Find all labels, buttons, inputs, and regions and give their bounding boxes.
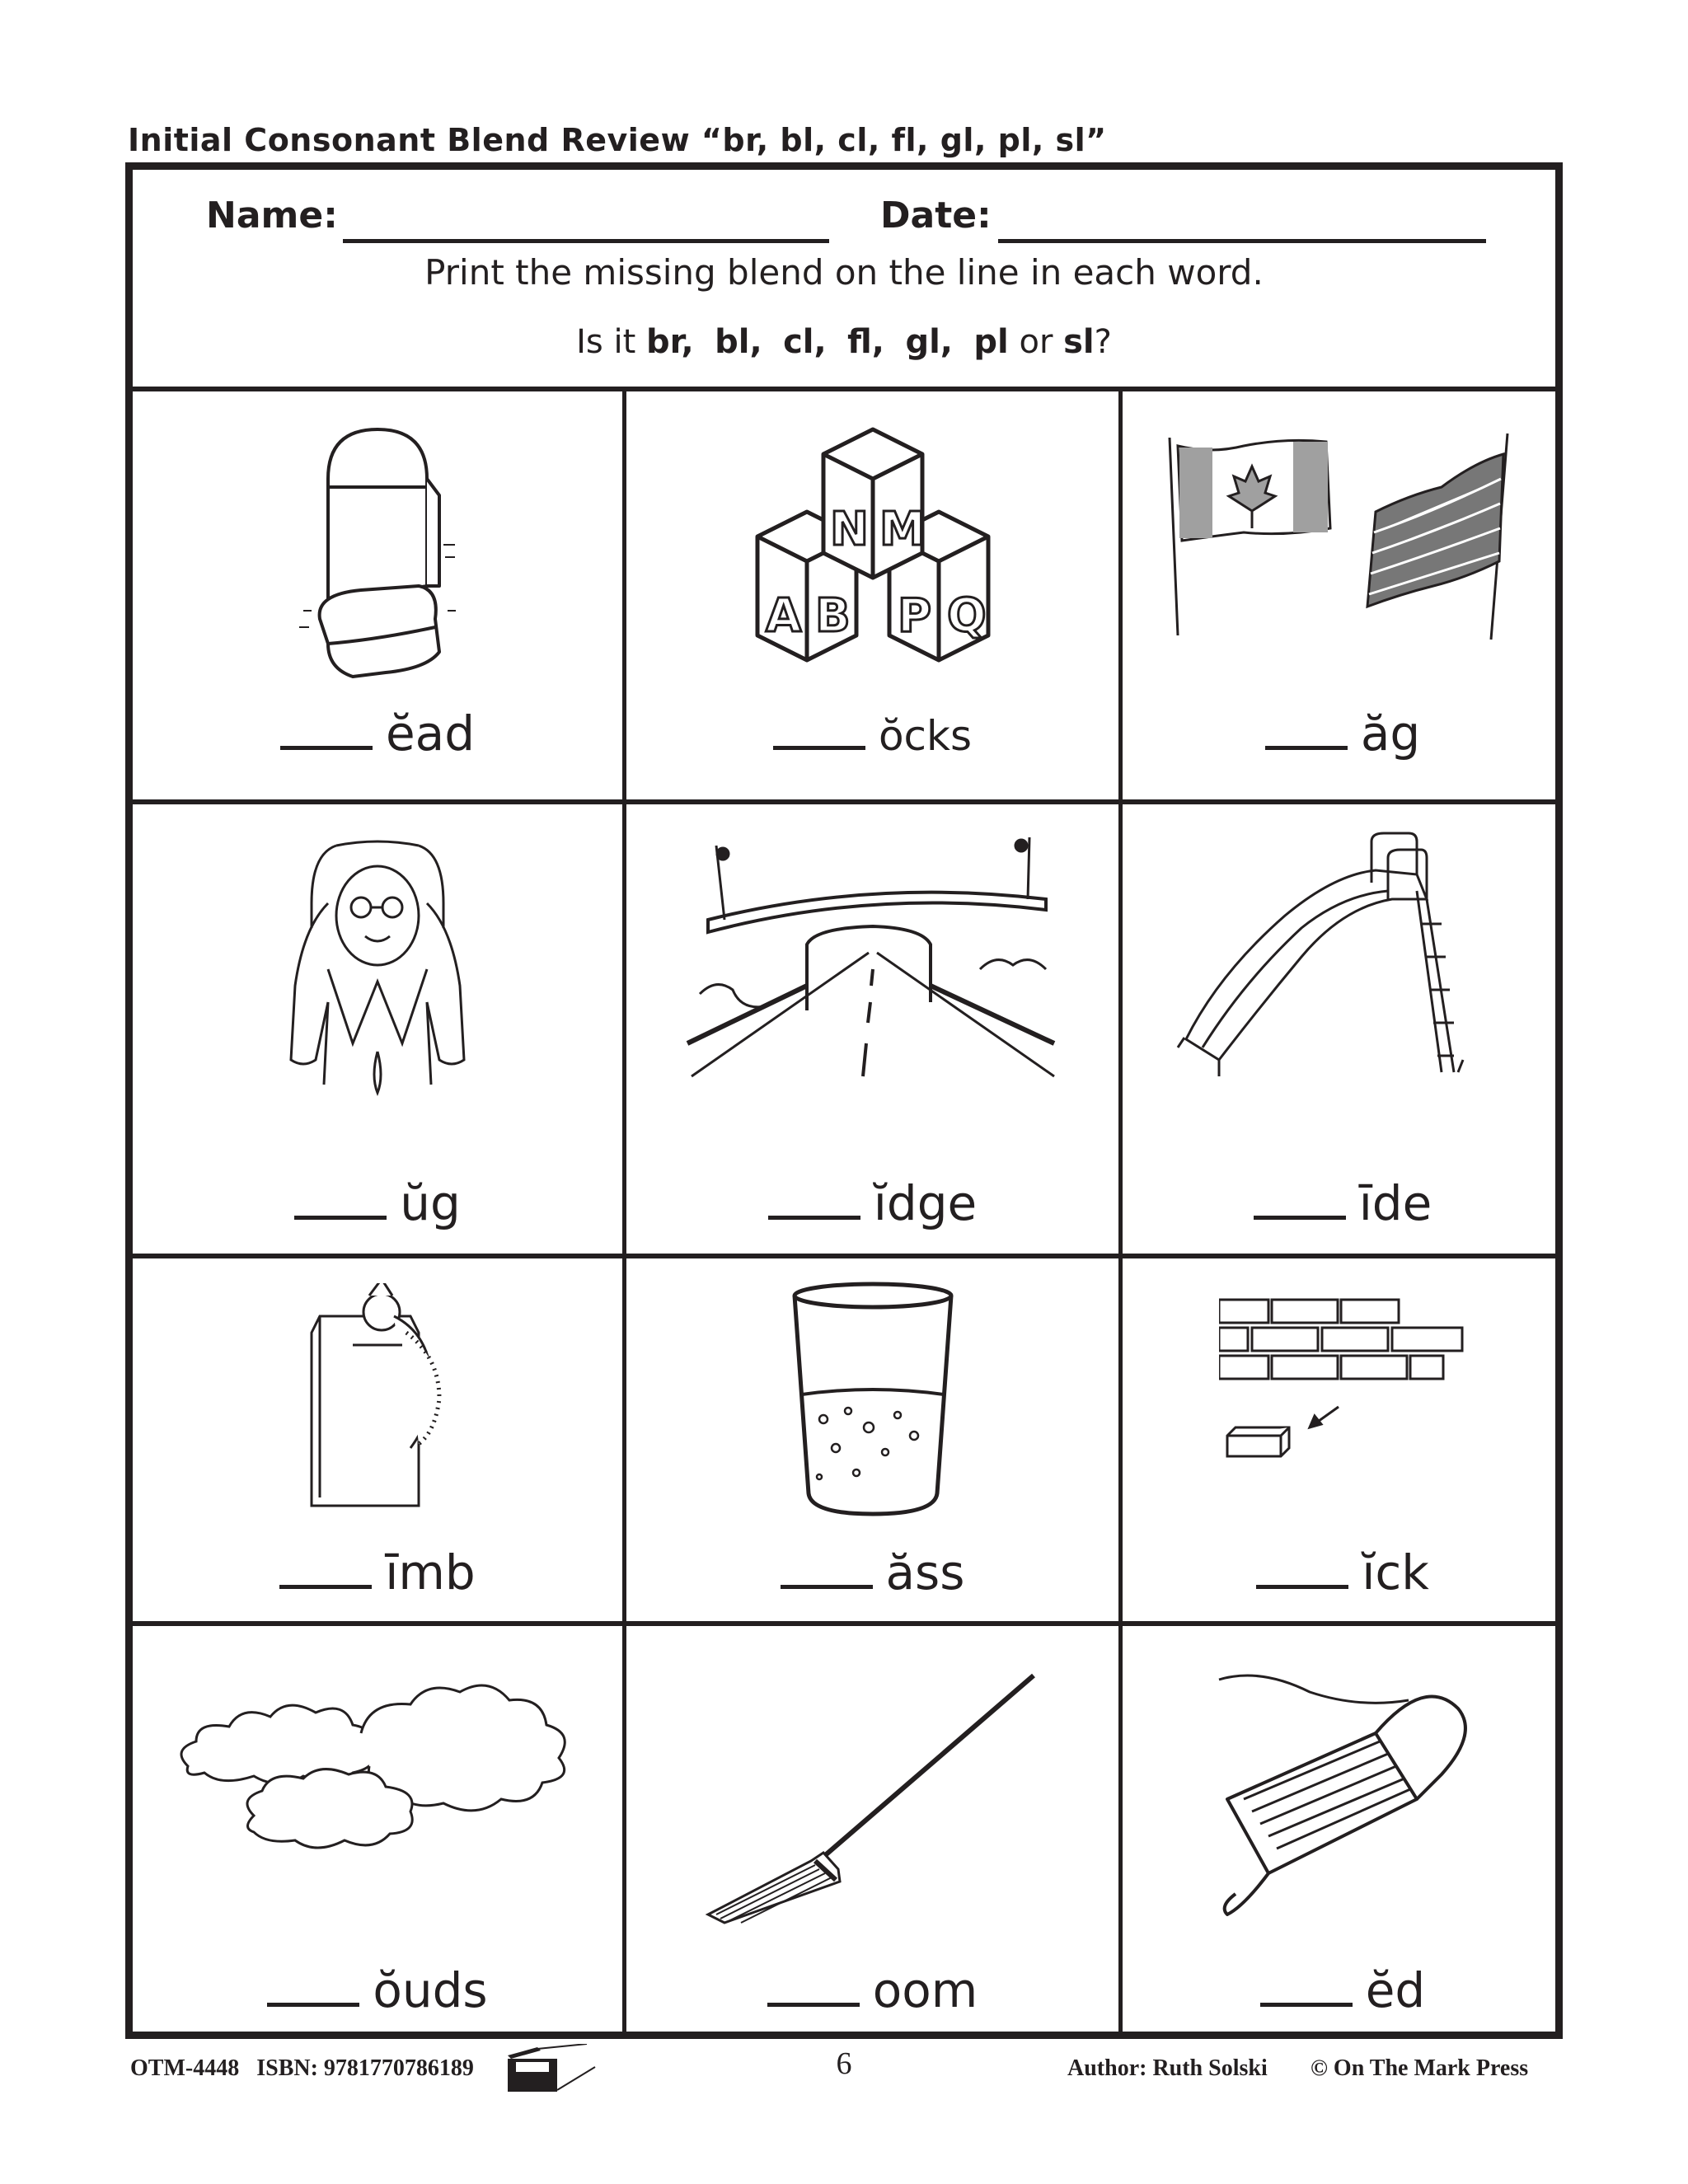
blank-line[interactable] [280,746,373,750]
exercise-cell [133,396,622,799]
word-prompt [1123,1175,1563,1231]
svg-text:N: N [829,503,869,556]
exercise-cell [133,1258,622,1621]
exercise-cell [1123,804,1563,1254]
word-ending: ĕd [1365,1962,1426,2018]
word-ending: ĕad [385,705,476,762]
glass-icon [790,1279,955,1518]
name-date-row [133,188,1555,246]
exercise-cell [133,804,622,1254]
clown-climbing-bag-icon [303,1283,452,1514]
word-prompt [626,1175,1118,1231]
instruction-line-1: Print the missing blend on the line in each word. [424,252,1264,293]
slide-icon [1170,825,1516,1089]
blank-line[interactable] [1254,1216,1346,1220]
word-ending: ăg [1360,705,1421,762]
word-prompt [133,1175,622,1231]
worksheet-frame [125,162,1563,2039]
word-ending: ĭck [1362,1544,1429,1601]
blend-bl: bl, [715,323,762,361]
blank-line[interactable] [1265,746,1348,750]
footer-publisher: © On The Mark Press [1311,2055,1529,2081]
word-ending: īde [1358,1175,1432,1231]
svg-text:A: A [765,589,801,643]
svg-text:B: B [814,589,851,643]
blend-cl: cl, [783,323,827,361]
instruction-suffix: ? [1094,323,1112,361]
exercise-cell [1123,396,1563,799]
word-prompt [133,705,622,762]
blank-line[interactable] [773,746,865,750]
word-prompt [626,1962,1118,2018]
clouds-icon [171,1675,584,1865]
exercise-cell [1123,1626,1563,2039]
svg-text:Q: Q [946,589,987,643]
word-ending: ŏuds [373,1962,488,2018]
word-ending: īmb [385,1544,476,1601]
word-prompt [133,1544,622,1601]
svg-text:P: P [897,589,931,643]
exercise-cell [626,1258,1118,1621]
date-label: Date: [880,194,992,237]
word-ending: ŭg [400,1175,461,1231]
word-prompt [626,1544,1118,1601]
word-prompt [626,705,1118,762]
product-code: OTM-4448 [130,2055,240,2081]
word-ending: ŏcks [878,712,973,760]
flags-icon [1161,429,1524,644]
worksheet-title: Initial Consonant Blend Review “br, bl, cl, fl, gl, pl, sl” [128,122,1107,158]
broom-icon [700,1667,1046,1931]
brick-wall-icon [1219,1291,1466,1481]
name-label: Name: [206,194,338,237]
blend-gl: gl, [905,323,953,361]
bridge-icon [683,829,1062,1109]
instruction-prefix: Is it [576,323,646,361]
isbn: ISBN: 9781770786189 [256,2055,474,2081]
blank-line[interactable] [294,1216,387,1220]
name-field[interactable] [343,239,829,243]
child-plugging-ears-icon [279,837,476,1101]
blend-sl: sl [1063,323,1095,361]
exercise-cell [1123,1258,1563,1621]
word-ending: ĭdge [873,1175,978,1231]
page-number: 6 [836,2046,852,2081]
svg-text:M: M [879,503,926,556]
word-prompt [133,1962,622,2018]
instruction-line-2 [133,323,1555,361]
sled-icon [1194,1659,1491,1931]
exercise-cell [626,396,1118,799]
worksheet-header [133,170,1555,391]
exercise-cell [626,804,1118,1254]
word-ending: oom [872,1962,978,2018]
blend-br: br, [645,323,694,361]
word-prompt [1123,1544,1563,1601]
blank-line[interactable] [1256,1585,1348,1589]
blend-pl: pl [973,323,1009,361]
blank-line[interactable] [781,1585,873,1589]
blank-line[interactable] [768,1216,860,1220]
date-field[interactable] [998,239,1486,243]
bread-icon [295,421,460,685]
blank-line[interactable] [267,2003,359,2007]
blocks-icon [741,421,1005,668]
exercise-cell [626,1626,1118,2039]
instruction-or: or [1008,323,1064,361]
exercise-cell [133,1626,622,2039]
word-prompt [1123,1962,1563,2018]
blank-line[interactable] [279,1585,372,1589]
word-ending: ăss [885,1544,965,1601]
blank-line[interactable] [1260,2003,1353,2007]
word-prompt [1123,705,1563,762]
blend-fl: fl, [847,323,884,361]
footer-author: Author: Ruth Solski [1067,2055,1268,2081]
blank-line[interactable] [767,2003,860,2007]
